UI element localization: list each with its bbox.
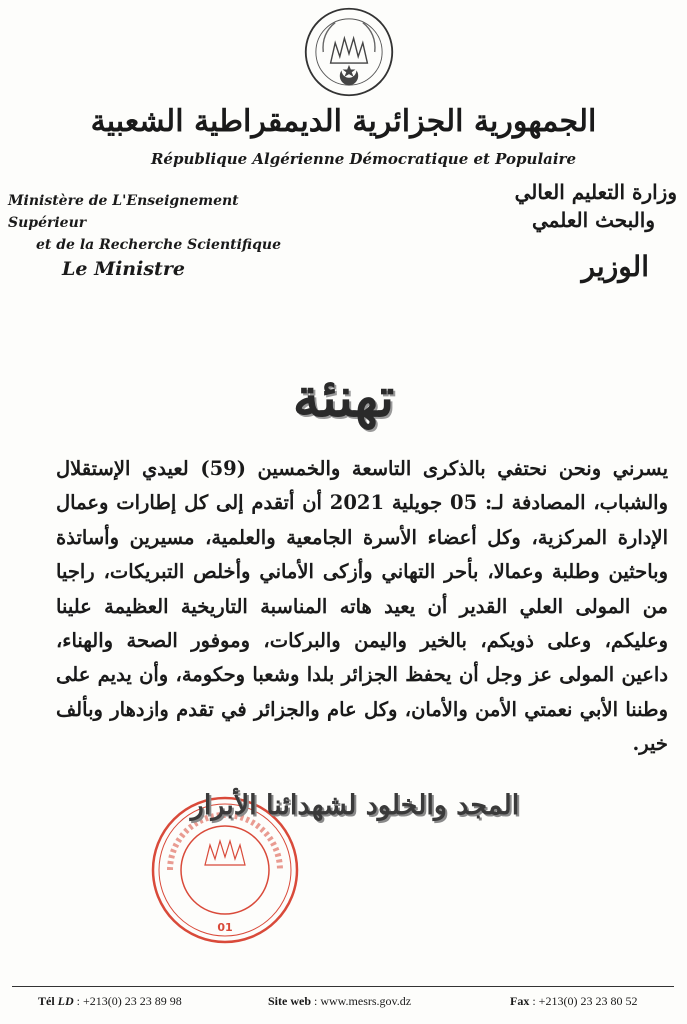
- ministry-name-ar: [477, 178, 677, 234]
- republic-title-fr: République Algérienne Démocratique et Populaire: [150, 150, 577, 168]
- website-label: Site web: [268, 994, 311, 1008]
- ministry-name-fr: [8, 190, 298, 256]
- document-title: تهنئة: [292, 365, 395, 429]
- phone-value: : +213(0) 23 23 89 98: [76, 994, 182, 1008]
- stamp-number: 01: [217, 921, 233, 934]
- ministry-fr-line1: Ministère de L'Enseignement Supérieur: [8, 193, 239, 231]
- footer-fax: [510, 994, 637, 1009]
- ministry-ar-line1: وزارة التعليم العالي: [514, 180, 677, 204]
- footer-divider: [12, 986, 674, 987]
- minister-label-ar: الوزير: [581, 250, 649, 283]
- republic-title-ar: الجمهورية الجزائرية الديمقراطية الشعبية: [90, 104, 597, 139]
- ministry-fr-line2: et de la Recherche Scientifique: [36, 237, 281, 253]
- website-value[interactable]: : www.mesrs.gov.dz: [314, 994, 412, 1008]
- footer-website: [268, 994, 411, 1009]
- ministry-ar-line2: والبحث العلمي: [531, 208, 655, 232]
- fax-value: : +213(0) 23 23 80 52: [532, 994, 638, 1008]
- footer: [0, 994, 687, 1014]
- footer-phone: [38, 994, 182, 1009]
- algeria-emblem-icon: [303, 6, 395, 98]
- phone-label: Tél: [38, 994, 55, 1008]
- phone-ld-label: LD: [57, 994, 74, 1008]
- minister-label-fr: Le Ministre: [62, 258, 185, 280]
- letter-body: يسرني ونحن نحتفي بالذكرى التاسعة والخمسين (59) لعيدي الإستقلال والشباب، المصادفة لـ: 05 جويلية 2021 أن أتقدم إلى كل إطارات وعمال الإدارة المركزية، وكل أعضاء الأسرة الجامعية والعلمية، مسيرين وأساتذة وباحثين وطلبة وعمالا، بأحر التهاني وأزكى الأماني وأخلص التبريكات، راجيا من المولى العلي القدير أن يعيد هاته المناسبة التاريخية العظيمة علينا وعليكم، وعلى ذويكم، بالخير واليمن والبركات، وموفور الصحة والهناء، داعين المولى عز وجل أن يحفظ الجزائر بلدا وشعبا وحكومة، وأن يديم على وطننا الأبي نعمتي الأمن والأمان، وكل عام والجزائر في تقدم وازدهار وبألف خير.: [56, 457, 668, 756]
- fax-label: Fax: [510, 994, 530, 1008]
- closing-slogan: المجد والخلود لشهدائنا الأبرار: [190, 790, 520, 821]
